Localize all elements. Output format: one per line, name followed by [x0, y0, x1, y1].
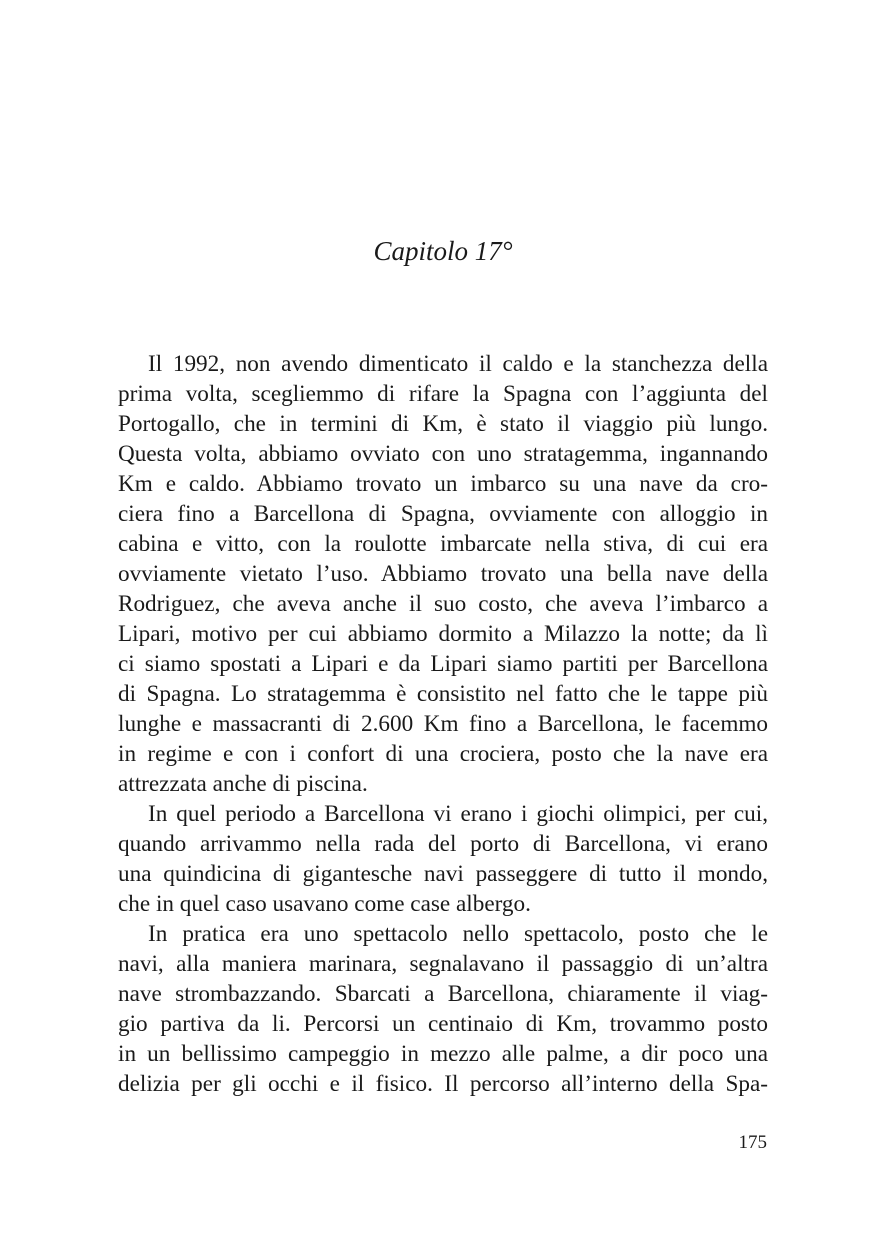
text-line: Rodriguez, che aveva anche il suo costo, che aveva l’imbarco a [118, 591, 768, 617]
page-number: 175 [738, 1132, 767, 1153]
text-line: In pratica era uno spettacolo nello spettacolo, posto che le [148, 921, 768, 947]
text-line: navi, alla maniera marinara, segnalavano il passaggio di un’altra [118, 951, 768, 977]
text-line: ciera fino a Barcellona di Spagna, ovviamente con alloggio in [118, 501, 768, 527]
text-line: Questa volta, abbiamo ovviato con uno stratagemma, ingannando [118, 441, 768, 467]
text-line: gio partiva da li. Percorsi un centinaio di Km, trovammo posto [118, 1011, 768, 1037]
text-line: quando arrivammo nella rada del porto di Barcellona, vi erano [118, 831, 768, 857]
text-line: ovviamente vietato l’uso. Abbiamo trovato una bella nave della [118, 561, 768, 587]
text-line: lunghe e massacranti di 2.600 Km fino a Barcellona, le facemmo [118, 711, 768, 737]
text-line: Il 1992, non avendo dimenticato il caldo e la stanchezza della [148, 351, 768, 377]
text-line: in regime e con i confort di una crociera, posto che la nave era [118, 741, 768, 767]
text-line: In quel periodo a Barcellona vi erano i giochi olimpici, per cui, [148, 801, 768, 827]
body-text [118, 349, 768, 1099]
text-line: in un bellissimo campeggio in mezzo alle palme, a dir poco una [118, 1041, 768, 1067]
text-line: nave strombazzando. Sbarcati a Barcellona, chiaramente il viag- [118, 981, 768, 1007]
chapter-title: Capitolo 17° [373, 236, 513, 266]
text-line: Lipari, motivo per cui abbiamo dormito a Milazzo la notte; da lì [118, 621, 768, 647]
text-line: una quindicina di gigantesche navi passeggere di tutto il mondo, [118, 861, 768, 887]
text-line: che in quel caso usavano come case albergo. [118, 891, 531, 917]
text-line: delizia per gli occhi e il fisico. Il percorso all’interno della Spa- [118, 1071, 768, 1097]
text-line: ci siamo spostati a Lipari e da Lipari siamo partiti per Barcellona [118, 651, 768, 677]
text-line: Portogallo, che in termini di Km, è stato il viaggio più lungo. [118, 411, 768, 437]
text-line: cabina e vitto, con la roulotte imbarcate nella stiva, di cui era [118, 531, 768, 557]
text-line: attrezzata anche di piscina. [118, 771, 368, 797]
text-line: Km e caldo. Abbiamo trovato un imbarco su una nave da cro- [118, 471, 768, 497]
text-line: di Spagna. Lo stratagemma è consistito nel fatto che le tappe più [118, 681, 768, 707]
text-line: prima volta, scegliemmo di rifare la Spagna con l’aggiunta del [118, 381, 768, 407]
